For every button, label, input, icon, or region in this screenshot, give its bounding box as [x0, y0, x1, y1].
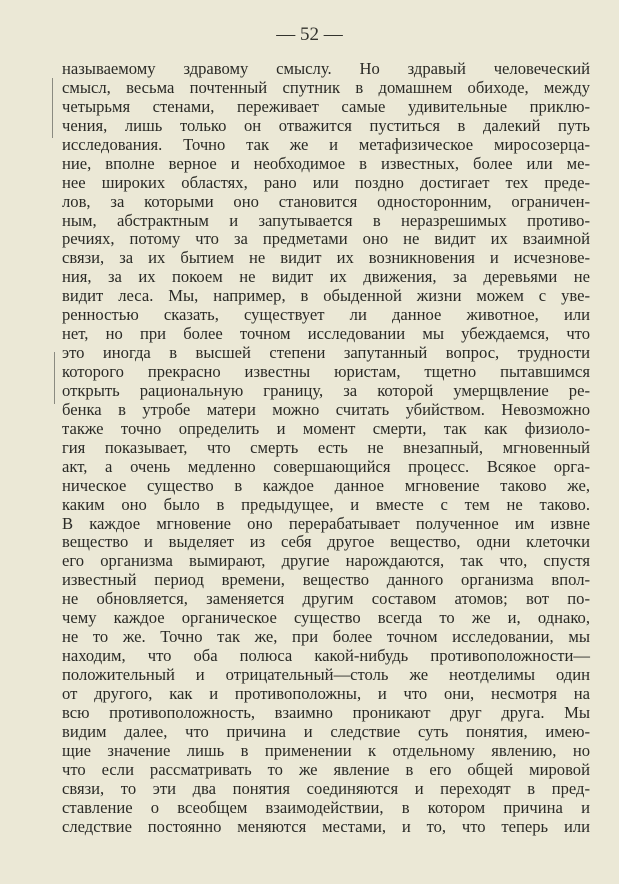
margin-pencil-mark: [52, 78, 53, 138]
text-line: вещество и выделяет из себя другое вещество, одни клеточки: [62, 532, 590, 552]
text-line: открыть рациональную границу, за которой умерщвление ре-: [62, 380, 590, 400]
text-line: ническое существо в каждое данное мгновение таково же,: [62, 475, 590, 495]
text-line: нет, но при более точном исследовании мы убеждаемся, что: [62, 324, 590, 344]
text-line: ным, абстрактным и запутывается в неразрешимых противо-: [62, 210, 590, 230]
text-line: также точно определить и момент смерти, так как физиоло-: [62, 418, 590, 438]
page-number: — 52 —: [276, 24, 343, 45]
text-line: всю противоположность, взаимно проникают друг друга. Мы: [62, 702, 590, 722]
text-line: положительный и отрицательный—столь же неотделимы один: [62, 665, 590, 684]
text-line: это иногда в высшей степени запутанный вопрос, трудности: [62, 343, 590, 363]
text-line: четырьмя стенами, переживает самые удивительные приклю-: [62, 96, 590, 116]
text-line: речиях, потому что за предметами оно не видит их взаимной: [62, 229, 590, 249]
text-line: известный период времени, вещество данного организма впол-: [62, 570, 590, 590]
text-line: которого прекрасно известны юристам, тщетно пытавшимся: [62, 362, 590, 381]
text-line: называемому здравому смыслу. Но здравый человеческий: [62, 59, 590, 78]
text-line: смысл, весьма почтенный спутник в домашнем обиходе, между: [62, 77, 590, 97]
text-line: ставление о всеобщем взаимодействии, в котором причина и: [62, 797, 590, 817]
text-line: видим далее, что причина и следствие суть понятия, имею-: [62, 721, 590, 741]
body-text: [62, 60, 590, 836]
text-line: В каждое мгновение оно перерабатывает полученное им извне: [62, 513, 590, 533]
text-line: находим, что оба полюса какой-нибудь противоположности—: [62, 646, 590, 666]
text-line: связи, за их бытием не видит их возникновения и исчезнове-: [62, 248, 590, 268]
text-line: гия показывает, что смерть есть не внезапный, мгновенный: [62, 437, 590, 457]
text-line: акт, а очень медленно совершающийся процесс. Всякое орга-: [62, 456, 590, 476]
text-line: связи, то эти два понятия соединяются и переходят в пред-: [62, 778, 590, 798]
text-line: его организма вымирают, другие нарождаются, так что, спустя: [62, 551, 590, 571]
text-line: видит леса. Мы, например, в обыденной жизни можем с уве-: [62, 286, 590, 306]
text-line: что если рассматривать то же явление в его общей мировой: [62, 759, 590, 779]
text-line: чения, лишь только он отважится пуститься в далекий путь: [62, 115, 590, 135]
text-line: исследования. Точно так же и метафизическое миросозерца-: [62, 134, 590, 154]
text-line: ренностью сказать, существует ли данное животное, или: [62, 305, 590, 325]
text-line: не то же. Точно так же, при более точном исследовании, мы: [62, 627, 590, 647]
text-line: нее широких областях, рано или поздно достигает тех преде-: [62, 172, 590, 192]
text-line: лов, за которыми оно становится односторонним, ограничен-: [62, 191, 590, 211]
text-line: каким оно было в предыдущее, и вместе с тем не таково.: [62, 494, 590, 514]
text-line: ния, за их покоем не видит их движения, за деревьями не: [62, 267, 590, 287]
text-line: не обновляется, заменяется другим составом атомов; вот по-: [62, 589, 590, 609]
text-line: следствие постоянно меняются местами, и то, что теперь или: [62, 816, 590, 836]
text-line: от другого, как и противоположны, и что они, несмотря на: [62, 683, 590, 703]
text-line: ние, вполне верное и необходимое в известных, более или ме-: [62, 153, 590, 173]
margin-pencil-mark: [54, 352, 55, 404]
text-line: бенка в утробе матери можно считать убийством. Невозможно: [62, 399, 590, 419]
text-line: щие значение лишь в применении к отдельному явлению, но: [62, 740, 590, 760]
text-line: чему каждое органическое существо всегда то же и, однако,: [62, 608, 590, 628]
